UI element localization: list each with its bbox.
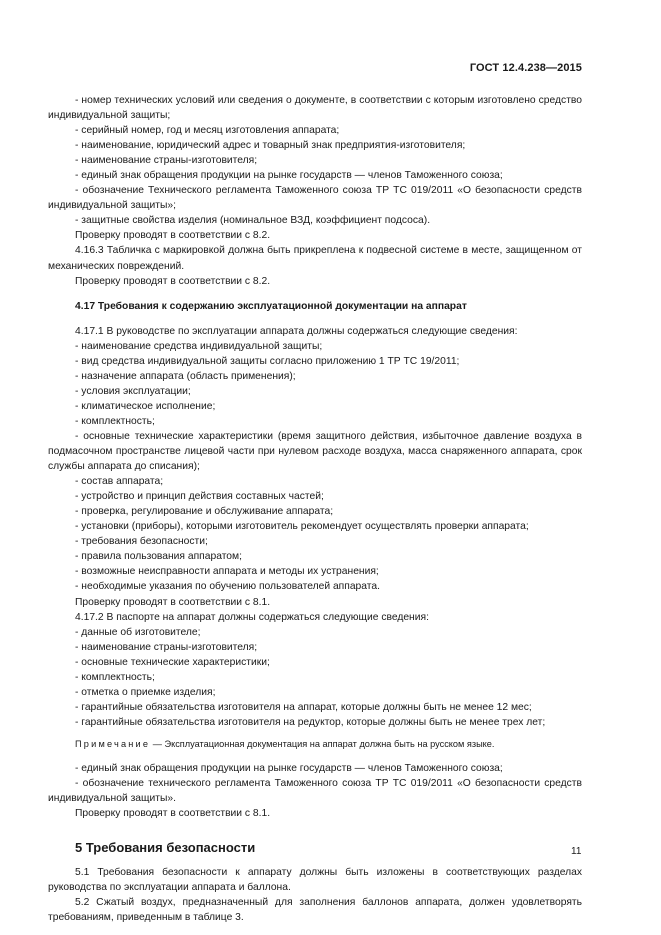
list-item: - необходимые указания по обучению пользователей аппарата. (75, 581, 380, 593)
list-item: - назначение аппарата (область применения); (75, 370, 296, 382)
standard-number: ГОСТ 12.4.238—2015 (469, 62, 582, 74)
list-item: - требования безопасности; (75, 536, 208, 548)
list-item: - обозначение Технического регламента Таможенного союза ТР ТС 019/2011 «О безопасности средств индивидуальной защиты»; (48, 185, 582, 212)
list-item: - наименование страны-изготовителя; (75, 155, 258, 167)
list-item: - установки (приборы), которыми изготовитель рекомендует осуществлять проверки аппарата; (75, 521, 529, 533)
list-item: - проверка, регулирование и обслуживание аппарата; (75, 506, 334, 518)
verification-text: Проверку проводят в соответствии с 8.2. (75, 275, 271, 287)
list-item: - климатическое исполнение; (75, 400, 216, 412)
verification-text: Проверку проводят в соответствии с 8.2. (75, 230, 271, 242)
note-text: — Эксплуатационная документация на аппарат должна быть на русском языке. (150, 738, 495, 749)
list-item: - правила пользования аппаратом; (75, 551, 242, 563)
document-body (48, 93, 582, 925)
list-item: - единый знак обращения продукции на рынке государств — членов Таможенного союза; (75, 762, 503, 774)
list-item: - наименование средства индивидуальной защиты; (75, 340, 323, 352)
section-heading-5: 5 Требования безопасности (75, 840, 256, 856)
list-item: - гарантийные обязательства изготовителя на редуктор, которые должны быть не менее трех лет; (75, 716, 546, 728)
list-item: - номер технических условий или сведения о документе, в соответствии с которым изготовлено средство индивидуальной защиты; (48, 95, 582, 122)
list-item: - гарантийные обязательства изготовителя на аппарат, которые должны быть не менее 12 мес; (75, 701, 532, 713)
list-item: - наименование, юридический адрес и товарный знак предприятия-изготовителя; (75, 140, 466, 152)
verification-text: Проверку проводят в соответствии с 8.1. (75, 596, 271, 608)
clause-4-16-3: 4.16.3 Табличка с маркировкой должна быть прикреплена к подвесной системе в месте, защищенном от механических повреждений. (48, 245, 582, 272)
clause-4-17-1: 4.17.1 В руководстве по эксплуатации аппарата должны содержаться следующие сведения: (75, 325, 518, 337)
list-item: - условия эксплуатации; (75, 385, 191, 397)
list-item: - вид средства индивидуальной защиты согласно приложению 1 ТР ТС 19/2011; (75, 355, 460, 367)
list-item: - наименование страны-изготовителя; (75, 641, 258, 653)
list-item: - состав аппарата; (75, 476, 164, 488)
note (48, 737, 582, 752)
section-heading-4-17: 4.17 Требования к содержанию эксплуатационной документации на аппарат (75, 300, 467, 312)
list-item: - возможные неисправности аппарата и методы их устранения; (75, 566, 379, 578)
list-item: - основные технические характеристики (время защитного действия, избыточное давление воздуха в подмасочном пространстве лицевой части при нулевом расходе воздуха, масса снаряженного аппарата, срок службы аппарата до списания); (48, 430, 582, 473)
clause-5-2: 5.2 Сжатый воздух, предназначенный для заполнения баллонов аппарата, должен удовлетворять требованиям, приведенным в таблице 3. (48, 897, 582, 924)
list-item: - комплектность; (75, 415, 155, 427)
list-item: - обозначение технического регламента Таможенного союза ТР ТС 019/2011 «О безопасности средств индивидуальной защиты». (48, 778, 582, 805)
clause-5-1: 5.1 Требования безопасности к аппарату должны быть изложены в соответствующих разделах руководства по эксплуатации аппарата и баллона. (48, 867, 582, 894)
list-item: - защитные свойства изделия (номинальное ВЗД, коэффициент подсоса). (75, 215, 431, 227)
page-number: 11 (571, 846, 582, 857)
list-item: - отметка о приемке изделия; (75, 686, 216, 698)
list-item: - серийный номер, год и месяц изготовления аппарата; (75, 125, 340, 137)
list-item: - единый знак обращения продукции на рынке государств — членов Таможенного союза; (75, 170, 503, 182)
note-label: Примечание (75, 738, 151, 749)
clause-4-17-2: 4.17.2 В паспорте на аппарат должны содержаться следующие сведения: (75, 611, 429, 623)
list-item: - данные об изготовителе; (75, 626, 201, 638)
list-item: - основные технические характеристики; (75, 656, 270, 668)
list-item: - комплектность; (75, 671, 155, 683)
list-item: - устройство и принцип действия составных частей; (75, 491, 324, 503)
verification-text: Проверку проводят в соответствии с 8.1. (75, 808, 271, 820)
